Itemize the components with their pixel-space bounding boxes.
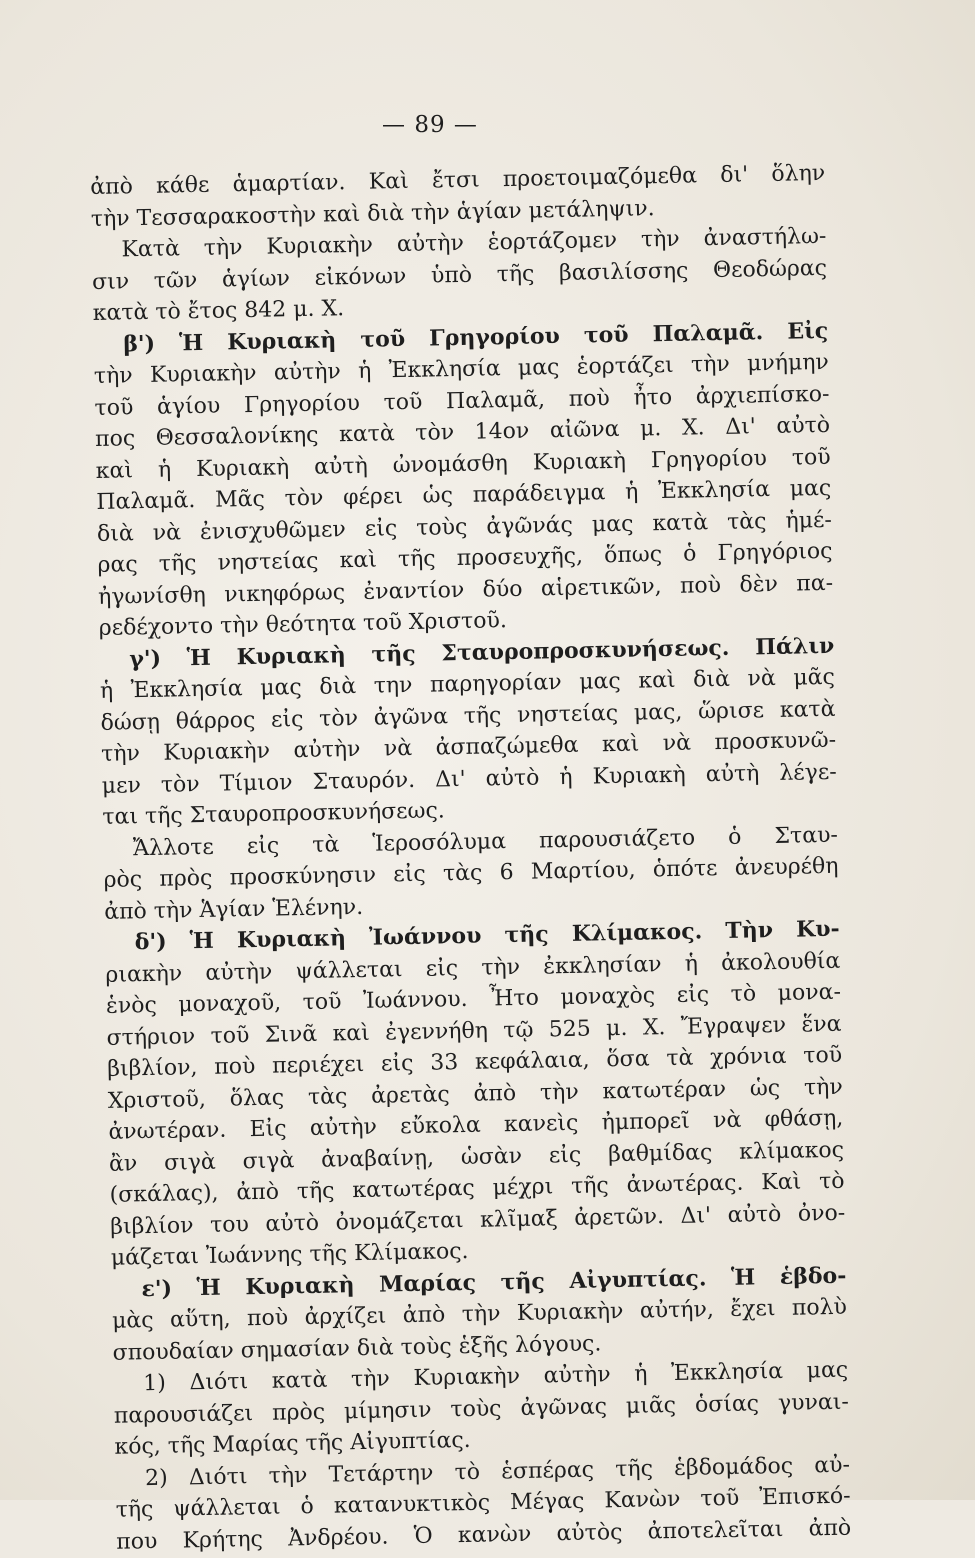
text-line: καὶ ἡ Κυριακὴ αὐτὴ ὠνομάσθη Κυριακὴ Γρηγορίου τοῦ xyxy=(95,444,831,484)
text-line: στήριον τοῦ Σινᾶ καὶ ἐγεννήθη τῷ 525 μ. Χ. Ἔγραψεν ἕνα xyxy=(106,1011,842,1051)
text-line: ἀπὸ κάθε ἁμαρτίαν. Καὶ ἔτσι προετοιμαζόμεθα δι' ὅλην xyxy=(90,160,826,200)
text-line: βιβλίον, ποὺ περιέχει εἰς 33 κεφάλαια, ὅσα τὰ χρόνια τοῦ xyxy=(106,1042,843,1082)
text-line: κατὰ τὸ ἔτος 842 μ. Χ. xyxy=(92,296,345,326)
text-line: κός, τῆς Μαρίας τῆς Αἰγυπτίας. xyxy=(114,1427,471,1460)
text-line: μὰς αὕτη, ποὺ ἀρχίζει ἀπὸ τὴν Κυριακὴν αὐτήν, ἔχει πολὺ xyxy=(111,1294,848,1334)
text-line: τὴν Τεσσαρακοστὴν καὶ διὰ τὴν ἁγίαν μετάληψιν. xyxy=(90,195,655,232)
text-line: παρουσιάζει πρὸς μίμησιν τοὺς ἀγῶνας μιᾶς ὁσίας γυναι- xyxy=(113,1389,849,1429)
section-heading-line: γ') Ἡ Κυριακὴ τῆς Σταυροπροσκυνήσεως. Πάλιν xyxy=(129,632,835,672)
text-line: Ἄλλοτε εἰς τὰ Ἱεροσόλυμα παρουσιάζετο ὁ Σταυ- xyxy=(132,822,839,861)
text-line: 1) Διότι κατὰ τὴν Κυριακὴν αὐτὴν ἡ Ἐκκλησία μας xyxy=(143,1357,849,1397)
text-line: ριακὴν αὐτὴν ψάλλεται εἰς τὴν ἐκκλησίαν ἡ ἀκολουθία xyxy=(105,948,841,988)
text-line: ἡ Ἐκκλησία μας διὰ την παρηγορίαν μας καὶ διὰ νὰ μᾶς xyxy=(99,664,836,704)
text-line: τοῦ ἁγίου Γρηγορίου τοῦ Παλαμᾶ, ποὺ ἦτο ἀρχιεπίσκο- xyxy=(94,381,830,421)
text-line: ρεδέχοντο τὴν θεότητα τοῦ Χριστοῦ. xyxy=(98,608,508,641)
text-line: ται τῆς Σταυροπροσκυνήσεως. xyxy=(102,798,446,830)
text-line: Χριστοῦ, ὅλας τὰς ἀρετὰς ἀπὸ τὴν κατωτέραν ὡς τὴν xyxy=(107,1074,843,1114)
page-number: — 89 — xyxy=(382,112,478,138)
text-line: βιβλίον του αὐτὸ ὀνομάζεται κλῖμαξ ἀρετῶν. Δι' αὐτὸ ὀνο- xyxy=(110,1200,846,1240)
body-text xyxy=(90,158,851,1558)
text-line: ἠγωνίσθη νικηφόρως ἐναντίον δύο αἱρετικῶν, ποὺ δὲν πα- xyxy=(97,570,834,610)
text-line: τὴν Κυριακὴν αὐτὴν ἡ Ἐκκλησία μας ἑορτάζει τὴν μνήμην xyxy=(93,349,830,389)
text-line: διὰ νὰ ἐνισχυθῶμεν εἰς τοὺς ἀγῶνάς μας κατὰ τὰς ἡμέ- xyxy=(96,507,833,547)
text-line: σιν τῶν ἁγίων εἰκόνων ὑπὸ τῆς βασιλίσσης Θεοδώρας xyxy=(91,255,828,295)
text-line: μεν τὸν Τίμιον Σταυρόν. Δι' αὐτὸ ἡ Κυριακὴ αὐτὴ λέγε- xyxy=(101,759,837,799)
text-line: που Κρήτης Ἀνδρέου. Ὁ κανὼν αὐτὸς ἀποτελεῖται ἀπὸ xyxy=(116,1515,852,1555)
text-line: δώσῃ θάρρος εἰς τὸν ἀγῶνα τῆς νηστείας μας, ὥρισε κατὰ xyxy=(100,696,836,736)
text-line: ρὸς πρὸς προσκύνησιν εἰς τὰς 6 Μαρτίου, ὁπότε ἀνευρέθη xyxy=(103,853,839,893)
text-line: Παλαμᾶ. Μᾶς τὸν φέρει ὡς παράδειγμα ἡ Ἐκκλησία μας xyxy=(96,475,832,515)
text-line: τῆς ψάλλεται ὁ κατανυκτικὸς Μέγας Κανὼν τοῦ Ἐπισκό- xyxy=(115,1483,851,1523)
text-line: ἀνωτέραν. Εἰς αὐτὴν εὔκολα κανεὶς ἠμπορεῖ νὰ φθάσῃ, xyxy=(108,1105,844,1145)
text-line: σπουδαίαν σημασίαν διὰ τοὺς ἑξῆς λόγους. xyxy=(112,1330,602,1366)
text-line: (σκάλας), ἀπὸ τῆς κατωτέρας μέχρι τῆς ἀνωτέρας. Καὶ τὸ xyxy=(109,1168,845,1208)
text-line: πος Θεσσαλονίκης κατὰ τὸν 14ον αἰῶνα μ. Χ. Δι' αὐτὸ xyxy=(94,412,831,452)
text-line: 2) Διότι τὴν Τετάρτην τὸ ἑσπέρας τῆς ἑβδομάδος αὐ- xyxy=(144,1452,851,1491)
text-line: ρας τῆς νηστείας καὶ τῆς προσευχῆς, ὅπως ὁ Γρηγόριος xyxy=(97,538,833,578)
text-line: Κατὰ τὴν Κυριακὴν αὐτὴν ἑορτάζομεν τὴν ἀναστήλω- xyxy=(121,223,827,263)
section-heading-line: β') Ἡ Κυριακὴ τοῦ Γρηγορίου τοῦ Παλαμᾶ. Εἰς xyxy=(123,317,829,357)
text-line: ἑνὸς μοναχοῦ, τοῦ Ἰωάννου. Ἦτο μοναχὸς εἰς τὸ μονα- xyxy=(105,979,842,1019)
section-heading-line: δ') Ἡ Κυριακὴ Ἰωάννου τῆς Κλίμακος. Τὴν Κυ- xyxy=(134,915,840,956)
text-line: ἀπὸ τὴν Ἁγίαν Ἑλένην. xyxy=(103,894,364,925)
text-line: μάζεται Ἰωάννης τῆς Κλίμακος. xyxy=(110,1238,469,1271)
text-line: ἂν σιγὰ σιγὰ ἀναβαίνῃ, ὡσὰν εἰς βαθμίδας κλίμακος xyxy=(108,1137,845,1177)
text-line: τὴν Κυριακὴν αὐτὴν νὰ ἀσπαζώμεθα καὶ νὰ προσκυνῶ- xyxy=(100,727,837,767)
section-heading-line: ε') Ἡ Κυριακὴ Μαρίας τῆς Αἰγυπτίας. Ἡ ἑβδο- xyxy=(141,1262,847,1302)
